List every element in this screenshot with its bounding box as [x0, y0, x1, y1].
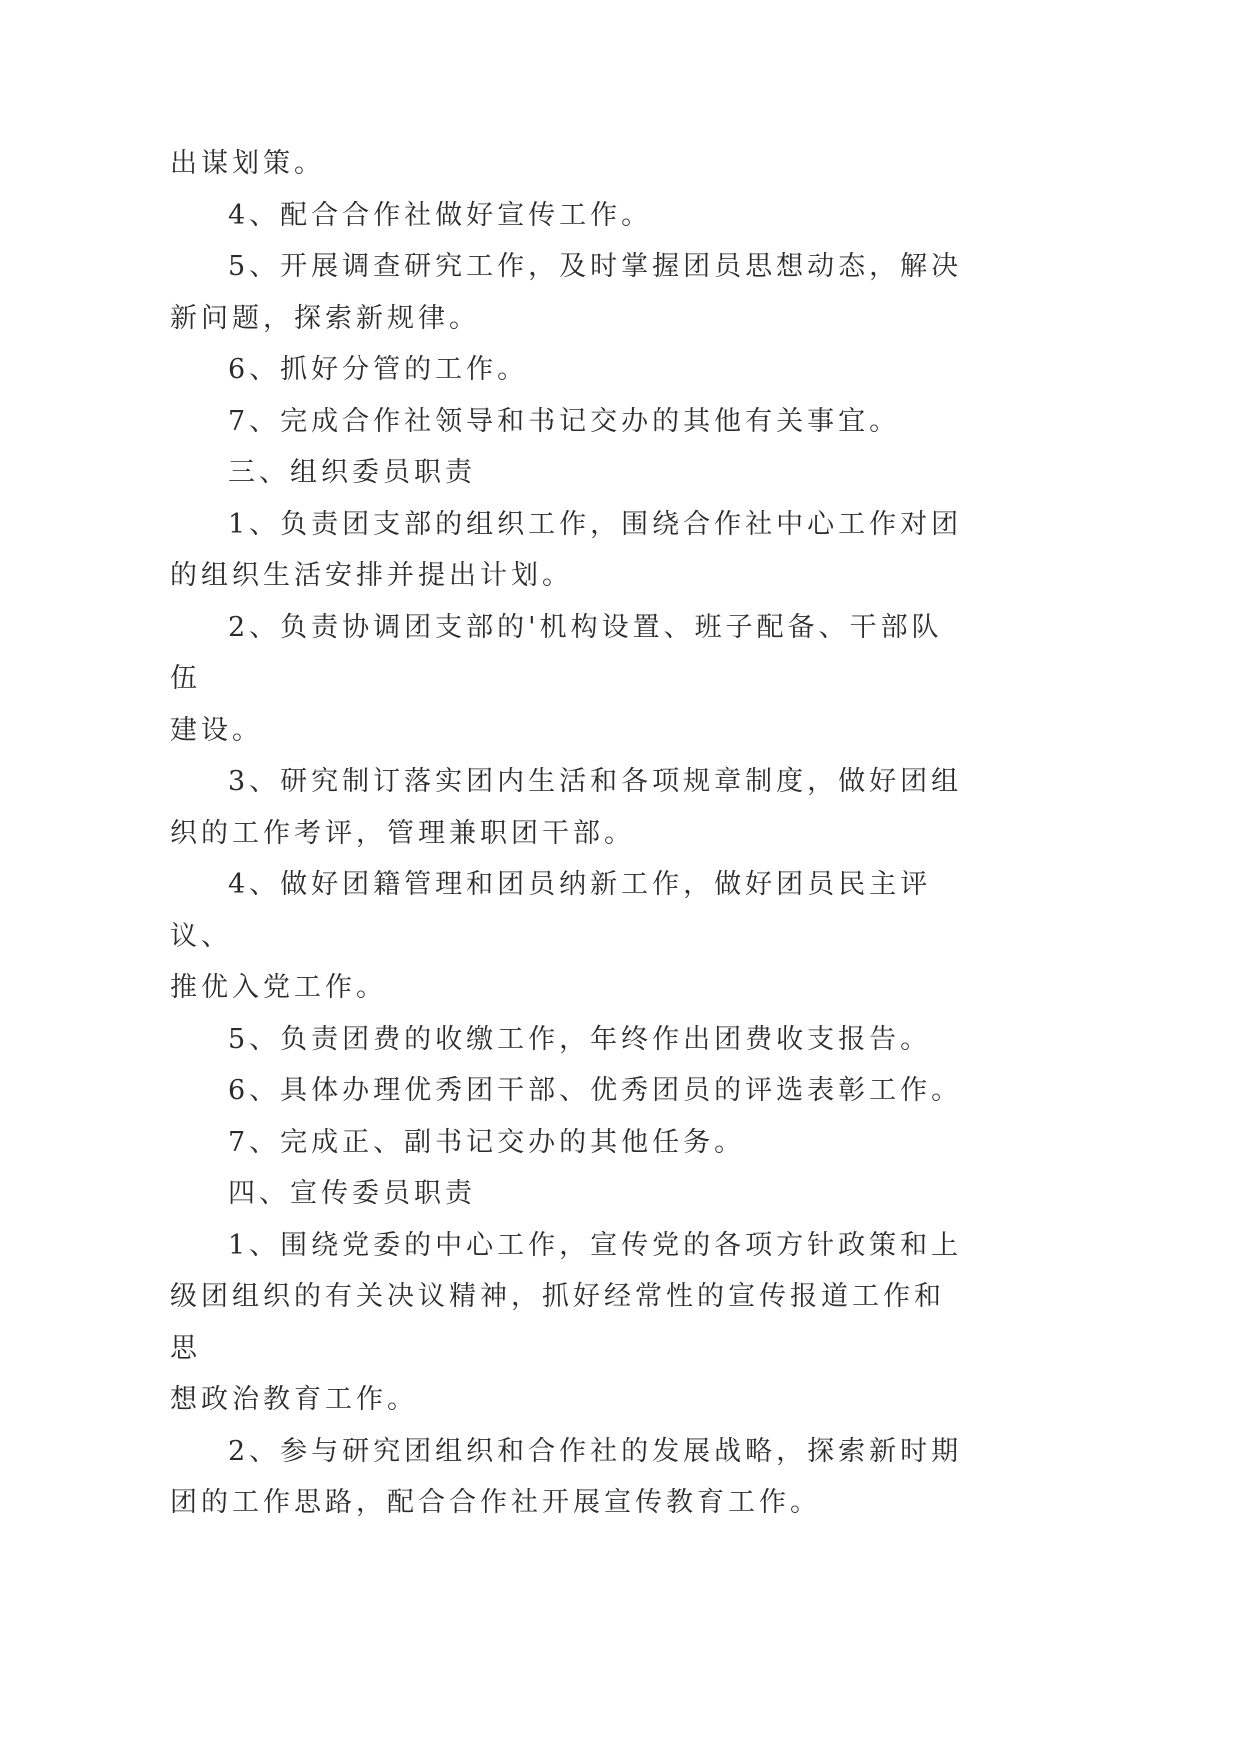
paragraph: 出谋划策。	[170, 148, 325, 179]
paragraph: 3、研究制订落实团内生活和各项规章制度，做好团组 织的工作考评，管理兼职团干部。	[170, 766, 963, 849]
paragraph: 6、抓好分管的工作。	[228, 354, 529, 385]
paragraph: 1、围绕党委的中心工作，宣传党的各项方针政策和上 级团组织的有关决议精神，抓好经常性的宣传报道工作和思 想政治教育工作。	[170, 1229, 963, 1415]
paragraph: 4、做好团籍管理和团员纳新工作，做好团员民主评议、 推优入党工作。	[170, 869, 932, 1003]
paragraph: 6、具体办理优秀团干部、优秀团员的评选表彰工作。	[228, 1075, 963, 1106]
document-body	[170, 138, 970, 1529]
paragraph: 5、开展调查研究工作，及时掌握团员思想动态，解决 新问题，探索新规律。	[170, 251, 963, 334]
paragraph: 4、配合合作社做好宣传工作。	[228, 199, 653, 231]
paragraph: 2、负责协调团支部的'机构设置、班子配备、干部队伍 建设。	[170, 611, 943, 746]
paragraph: 5、负责团费的收缴工作，年终作出团费收支报告。	[228, 1023, 932, 1055]
paragraph: 1、负责团支部的组织工作，围绕合作社中心工作对团 的组织生活安排并提出计划。	[170, 508, 963, 591]
paragraph: 2、参与研究团组织和合作社的发展战略，探索新时期 团的工作思路，配合合作社开展宣传教育工作。	[170, 1435, 963, 1518]
paragraph: 7、完成合作社领导和书记交办的其他有关事宜。	[228, 405, 901, 437]
paragraph: 7、完成正、副书记交办的其他任务。	[228, 1126, 746, 1158]
section-heading: 四、宣传委员职责	[228, 1178, 476, 1209]
section-heading: 三、组织委员职责	[228, 457, 476, 488]
